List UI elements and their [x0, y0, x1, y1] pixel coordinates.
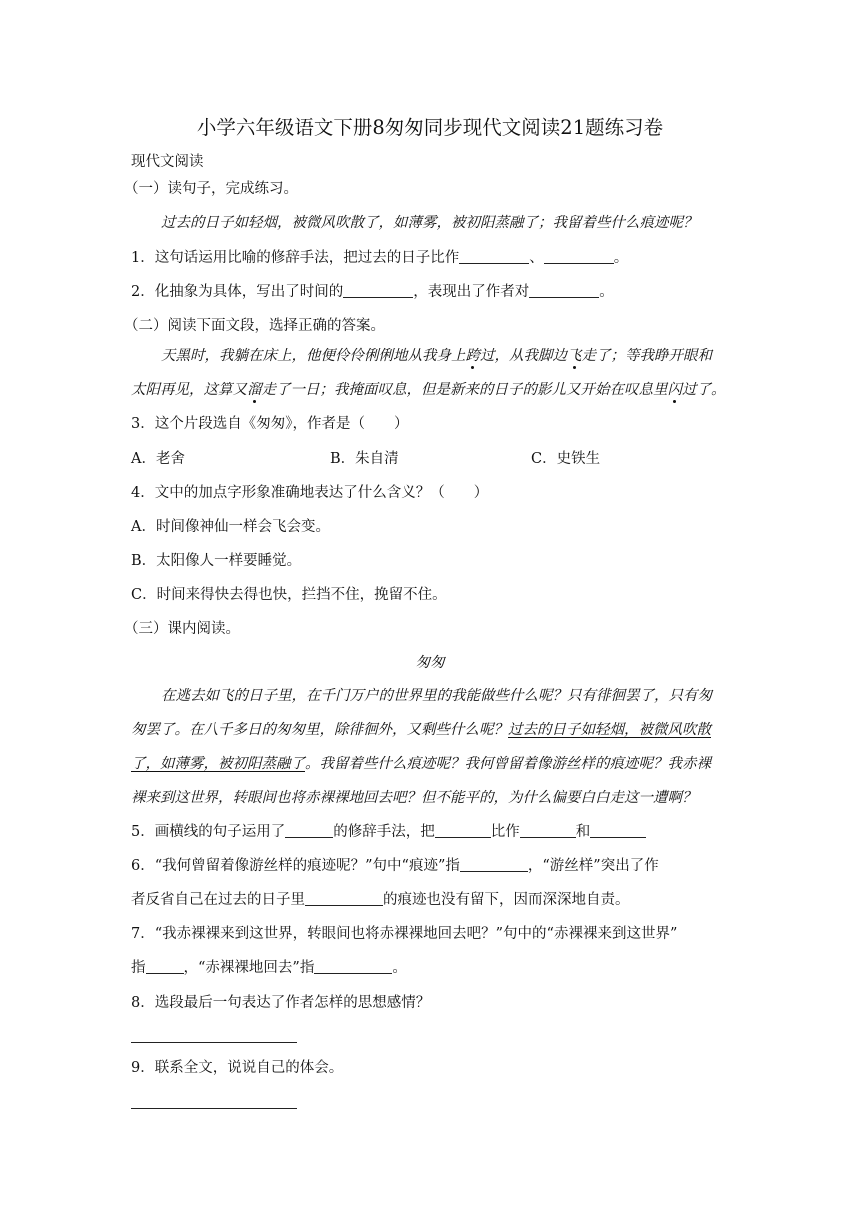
underlined-sentence: 过去的日子如轻烟，被微风吹散: [508, 722, 711, 738]
question-8: 8．选段最后一句表达了作者怎样的思想感情？: [131, 995, 431, 1011]
underlined-sentence: 了，如薄雾，被初阳蒸融了: [131, 756, 305, 772]
text: 。我留着些什么痕迹呢？我何曾留着像游丝样的痕迹呢？我赤裸: [305, 756, 711, 772]
separator: 、: [529, 250, 544, 266]
answer-blank[interactable]: [590, 823, 646, 838]
dotted-char: 飞: [567, 348, 582, 364]
passage-title: 匆匆: [415, 655, 445, 671]
text: 过了。: [682, 382, 726, 398]
section-label: 现代文阅读: [131, 154, 204, 170]
question-2: [131, 282, 614, 302]
text: 的痕迹也没有留下，因而深深地自责。: [383, 892, 630, 908]
text: 过，从我脚边: [480, 348, 567, 364]
question-6-line-2: [131, 890, 630, 910]
question-2-text-a: 2．化抽象为具体，写出了时间的: [131, 284, 344, 300]
part2-heading: （二）阅读下面文段，选择正确的答案。: [124, 318, 385, 334]
question-4: 4．文中的加点字形象准确地表达了什么含义？（ ）: [131, 485, 489, 501]
text: 太阳再见，这算又: [131, 382, 247, 398]
option-a[interactable]: A．老舍: [131, 451, 185, 467]
answer-blank[interactable]: [435, 823, 491, 838]
text: 的修辞手法，把: [333, 824, 435, 840]
text: 指: [131, 960, 146, 976]
answer-blank[interactable]: [305, 891, 383, 906]
answer-line[interactable]: [131, 1042, 297, 1043]
end-mark: 。: [392, 960, 407, 976]
option-b[interactable]: B．朱自清: [330, 451, 399, 467]
part1-heading: （一）读句子，完成练习。: [124, 181, 298, 197]
answer-blank[interactable]: [314, 959, 392, 974]
answer-blank[interactable]: [520, 823, 576, 838]
text: 5．画横线的句子运用了: [131, 824, 286, 840]
question-3: 3．这个片段选自《匆匆》，作者是（ ）: [131, 416, 409, 432]
dotted-char: 跨: [465, 348, 480, 364]
answer-blank[interactable]: [529, 283, 599, 298]
question-5: [131, 822, 646, 842]
question-6-line-1: [131, 856, 659, 876]
part1-quote: 过去的日子如轻烟，被微风吹散了，如薄雾，被初阳蒸融了；我留着些什么痕迹呢？: [161, 215, 698, 231]
answer-blank[interactable]: [285, 823, 333, 838]
part3-heading: （三）课内阅读。: [124, 621, 240, 637]
answer-blank[interactable]: [460, 857, 528, 872]
text: 走了一日；我掩面叹息，但是新来的日子的影儿又开始在叹息里: [261, 382, 668, 398]
text: ，“游丝样”突出了作: [527, 858, 659, 874]
question-7-line-1: 7．“我赤裸裸来到这世界，转眼间也将赤裸裸地回去吧？”句中的“赤裸裸来到这世界”: [131, 926, 678, 942]
option-c[interactable]: C．史铁生: [531, 451, 601, 467]
dotted-char: 溜: [247, 382, 262, 398]
option-a[interactable]: A．时间像神仙一样会飞会变。: [131, 519, 330, 535]
text: 比作: [490, 824, 520, 840]
passage-line-2: [131, 720, 711, 740]
part2-paragraph-line-1: [161, 346, 712, 366]
option-c[interactable]: C．时间来得快去得也快，拦挡不住，挽留不住。: [131, 587, 447, 603]
end-mark: 。: [599, 284, 614, 300]
question-1: [131, 248, 628, 268]
question-9: 9．联系全文，说说自己的体会。: [131, 1060, 344, 1076]
answer-blank[interactable]: [459, 249, 529, 264]
part2-paragraph-line-2: [131, 380, 726, 400]
text: 走了；等我睁开眼和: [581, 348, 712, 364]
dotted-char: 闪: [667, 382, 682, 398]
question-1-text: 1．这句话运用比喻的修辞手法，把过去的日子比作: [131, 250, 460, 266]
answer-blank[interactable]: [146, 959, 184, 974]
option-b[interactable]: B．太阳像人一样要睡觉。: [131, 553, 302, 569]
passage-line-1: 在逃去如飞的日子里，在千门万户的世界里的我能做些什么呢？只有徘徊罢了，只有匆: [161, 688, 712, 704]
question-7-line-2: [131, 958, 407, 978]
text: 天黑时，我躺在床上，他便伶伶俐俐地从我身上: [161, 348, 466, 364]
text: 者反省自己在过去的日子里: [131, 892, 305, 908]
answer-line[interactable]: [131, 1108, 297, 1109]
question-2-text-b: ，表现出了作者对: [413, 284, 530, 300]
text: 和: [575, 824, 591, 840]
text: 6．“我何曾留着像游丝样的痕迹呢？”句中“痕迹”指: [131, 858, 460, 874]
end-mark: 。: [613, 250, 629, 266]
text: ，“赤裸裸地回去”指: [183, 960, 315, 976]
answer-blank[interactable]: [544, 249, 614, 264]
passage-line-3: [131, 754, 711, 774]
passage-line-4: 裸来到这世界，转眼间也将赤裸裸地回去吧？但不能平的，为什么偏要白白走这一遭啊？: [131, 790, 697, 806]
page-title: 小学六年级语文下册8匆匆同步现代文阅读21题练习卷: [196, 116, 664, 139]
answer-blank[interactable]: [343, 283, 413, 298]
text: 匆罢了。在八千多日的匆匆里，除徘徊外，又剩些什么呢？: [131, 722, 508, 738]
